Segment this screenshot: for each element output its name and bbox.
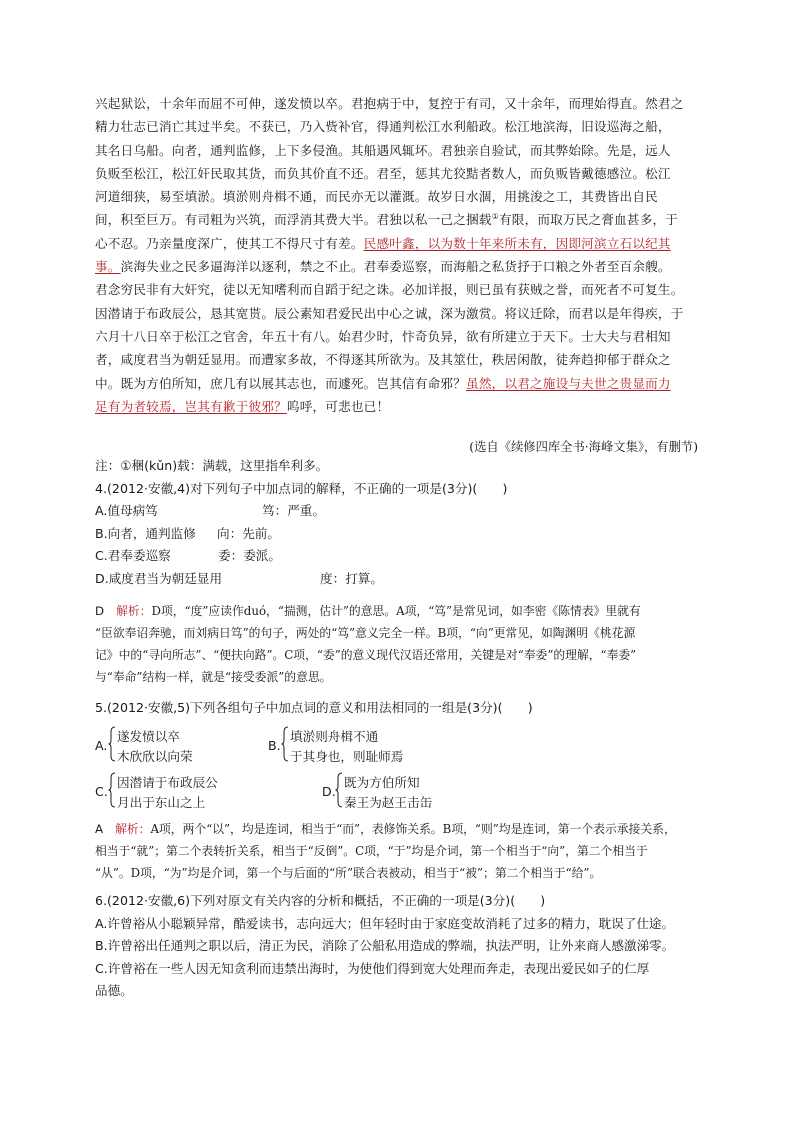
option-b: B.许曾裕出任通判之职以后，清正为民，消除了公船私用造成的弊端，执法严明，让外来商人感激涕零。 <box>95 938 675 953</box>
passage-line: 河道细狭，易至填淤。填淤则舟楫不通，而民亦无以灌溉。故岁日水涸，用挑浚之工，其费皆出自民 <box>95 189 658 205</box>
answer-line: 与“奉命”结构一样，就是“接受委派”的意思。 <box>95 670 332 684</box>
brace-icon <box>335 772 343 808</box>
option-c: C.君奉委巡察 委：委派。 <box>95 548 281 563</box>
passage-line: 事。滨海失业之民多逼海洋以逐利，禁之不止。君奉委巡察，而海船之私货抒于口粮之外者至百余艘。 <box>95 259 671 275</box>
answer-line: “臣欲奉诏奔驰，而刘病日笃”的句子，两处的“笃”意义完全一样。B项，“向”更常见，如陶渊明《桃花源 <box>95 626 636 640</box>
passage-line: 其名日乌船。向者，通判监修，上下多侵渔。其船遇风辄坏。君独亲自验试，而其弊始除。先是，远人 <box>95 142 671 158</box>
footnote: 注：①稇(kǔn)载：满载，这里指牟利多。 <box>95 458 329 473</box>
answer-letter: A <box>95 822 104 836</box>
passage-source: (选自《续修四库全书·海峰文集》，有删节) <box>469 440 698 454</box>
passage-line: 精力壮志已消亡其过半矣。不获已，乃入赀补官，得通判松江水利船政。松江地滨海，旧设巡海之船， <box>95 119 671 135</box>
answer-line: 相当于“就”；第二个表转折关系，相当于“反倒”。C项，“于”均是介词，第一个相当于“向”，第二个相当于 <box>95 844 648 858</box>
answer-line: A 解析：A项，两个“以”，均是连词，相当于“而”，表修饰关系。B项，“则”均是连词，第一个表示承接关系， <box>95 822 676 836</box>
question-5-block <box>95 697 705 720</box>
question-stem: 6.(2012·安徽,6)下列对原文有关内容的分析和概括，不正确的一项是(3分)( ) <box>95 893 546 908</box>
passage-line: 负贩至松江，松江奸民取其货，而负其价直不还。君至，惩其尤狡黠者数人，而负贩皆戴德感泣。松江 <box>95 165 671 181</box>
passage-line: 六月十八日卒于松江之官舍，年五十有八。始君少时，忭奇负异，欲有所建立于天下。士大夫与君相知 <box>95 328 671 344</box>
option-b: B.向者，通判监修 向：先前。 <box>95 525 280 541</box>
question-4-block <box>95 455 705 590</box>
option-a: A.值母病笃 笃：严重。 <box>95 503 325 518</box>
document-page: 兴起狱讼，十余年而屈不可伸，遂发愤以卒。君抱病于中，复控于有司，又十余年，而理始得直。然君之 精力壮志已消亡其过半矣。不获已，乃入赀补官，得通判松江水利船政。松江地滨海，旧设巡海之船， 其名日乌船。向者，通判监修，上下多侵渔。其船遇风辄坏。君独亲自验试，而其弊始除。先是，远人 负贩至松江，松江奸民取其货，而负其价直不还。君至，惩其尤狡黠者数人，而负贩皆戴德感泣。松江 河道细狭，易至填淤。填淤则舟楫不通，而民亦无以灌溉。故岁日水涸，用挑浚之工，其费皆出自民 间，积至巨万。有司粗为兴筑，而浮消其费大半。君独以私一己之捆载①有限，而取万民之膏血甚多，于 心不忍。乃亲量度深广，使其工不得尺寸有差。民感叶鑫，以为数十年来所未有，因即河滨立石以纪其 事。滨海失业之民多逼海洋以逐利，禁之不止。君奉委巡察，而海船之私货抒于口粮之外者至百余艘。 君念穷民非有大奸究，徒以无知嗜利而自蹈于纪之诛。必加详报，则已虽有获贼之誉，而死者不可复生。 因潜请于布政辰公，恳其宽贳。辰公素知君爱民出中心之诚，深为激赏。将议迁除，而君以是年得疾，于 六月十八日卒于松江之官舍，年五十有八。始君少时，忭奇负异，欲有所建立于天下。士大夫与君相知 者，咸度君当为朝廷显用。而遭家多故，不得逐其所欲为。及其筮仕，秩居闲散，徒奔趋抑郁于群众之 中。既为方伯所知，庶几有以展其志也，而遽死。岂其信有命邪？虽然，以君之施设与夫世之贵显而力 足有为者较焉，岂其有歉于彼邪？呜呼，可悲也已！ (选自《续修四库全书·海峰文集》，有删节) 注：①稇(kǔn)载：满载，这里指牟利多。 4.(2012·安徽,4)对下列句子中加点词的解释，不正确的一项是(3分)( ) A.值母病笃 笃：严重。 B.向者，通判监修 向：先前。 C.君奉委巡察 委：委派。 D.咸度君当为朝廷显用 度：打算。 D 解析：D项，“度”应读作duó，“揣测，估计”的意思。A项，“笃”是常见词，如李密《陈情表》里就有 “臣欲奉诏奔驰，而刘病日笃”的句子，两处的“笃”意义完全一样。B项，“向”更常见，如陶渊明《桃花源 记》中的“寻向所志”、“便扶向路”。C项，“委”的意义现代汉语还常用，关键是对“奉委”的理解，“奉委” 与“奉命”结构一样，就是“接受委派”的意思。 5.(2012·安徽,5)下列各组句子中加点词的意义和用法相同的一组是(3分)( ) A. 遂发愤以卒 木欣欣以向荣 B. 填淤则舟楫不通 于其身也，则耻师焉 C. 因潜请于布政辰公 月出于东山之上 D. 既为方伯所知 秦王为赵王击缶 A 解析：A项，两个“以”，均是连词，相当于“而”，表修饰关系。B项，“则”均是连词，第一个表示承接关系， 相当于“就”；第二个表转折关系，相当于“反倒”。C项，“于”均是介词，第一个相当于“向”，第二个相当于 “从”。D项，“为”均是介词，第一个与后面的“所”联合表被动，相当于“被”；第二个相当于“给”。 6.(2012·安徽,6)下列对原文有关内容的分析和概括，不正确的一项是(3分)( ) A.许曾裕从小聪颖异常，酷爱读书，志向远大；但年轻时由于家庭变故消耗了过多的精力，耽误了仕途。 B.许曾裕出任通判之职以后，清正为民，消除了公船私用造成的弊端，执法严明，让外来商人感激涕零。 C.许曾裕在一些人因无知贪利而违禁出海时，为使他们得到宽大处理而奔走，表现出爱民如子的仁厚 品德。 <box>0 0 794 1123</box>
answer-4 <box>95 600 705 688</box>
classical-passage <box>95 92 700 418</box>
passage-line: 足有为者较焉，岂其有歉于彼邪？呜呼，可悲也已！ <box>95 398 390 414</box>
brace-icon <box>281 726 289 762</box>
brace-icon <box>108 772 116 808</box>
answer-line: 记》中的“寻向所志”、“便扶向路”。C项，“委”的意义现代汉语还常用，关键是对“奉委”的理解，“奉委” <box>95 648 637 662</box>
analysis-label: 解析： <box>116 604 152 618</box>
passage-line: 因潜请于布政辰公，恳其宽贳。辰公素知君爱民出中心之诚，深为激赏。将议迁除，而君以是年得疾，于 <box>95 305 684 321</box>
passage-line: 者，咸度君当为朝廷显用。而遭家多故，不得逐其所欲为。及其筮仕，秩居闲散，徒奔趋抑郁于群众之 <box>95 352 671 368</box>
highlighted-sentence: 足有为者较焉，岂其有歉于彼邪？ <box>95 398 287 414</box>
question-stem: 4.(2012·安徽,4)对下列句子中加点词的解释，不正确的一项是(3分)( ) <box>95 480 508 496</box>
passage-line: 心不忍。乃亲量度深广，使其工不得尺寸有差。民感叶鑫，以为数十年来所未有，因即河滨立石以纪其 <box>95 235 671 251</box>
question-6-block <box>95 890 705 1003</box>
passage-line: 中。既为方伯所知，庶几有以展其志也，而遽死。岂其信有命邪？虽然，以君之施设与夫世之贵显而力 <box>95 375 671 391</box>
answer-5 <box>95 818 705 884</box>
highlighted-sentence: 事。 <box>95 259 121 275</box>
answer-line: “从”。D项，“为”均是介词，第一个与后面的“所”联合表被动，相当于“被”；第二个相当于“给”。 <box>95 866 602 880</box>
question-stem: 5.(2012·安徽,5)下列各组句子中加点词的意义和用法相同的一组是(3分)( ) <box>95 700 533 715</box>
brace-icon <box>108 726 116 762</box>
footnote-marker: ① <box>491 212 499 222</box>
option-d: D.咸度君当为朝廷显用 度：打算。 <box>95 570 383 586</box>
highlighted-sentence: 虽然，以君之施设与夫世之贵显而力 <box>466 375 671 391</box>
passage-line: 间，积至巨万。有司粗为兴筑，而浮消其费大半。君独以私一己之捆载①有限，而取万民之膏血甚多，于 <box>95 212 679 228</box>
option-c: C.许曾裕在一些人因无知贪利而违禁出海时，为使他们得到宽大处理而奔走，表现出爱民如子的仁厚 <box>95 960 650 976</box>
analysis-label: 解析： <box>115 822 151 836</box>
option-a: A.许曾裕从小聪颖异常，酷爱读书，志向远大；但年轻时由于家庭变故消耗了过多的精力，耽误了仕途。 <box>95 915 675 931</box>
answer-line: D 解析：D项，“度”应读作duó，“揣测，估计”的意思。A项，“笃”是常见词，如李密《陈情表》里就有 <box>95 604 641 618</box>
passage-line: 君念穷民非有大奸究，徒以无知嗜利而自蹈于纪之诛。必加详报，则已虽有获贼之誉，而死者不可复生。 <box>95 282 684 298</box>
option-c-continued: 品德。 <box>95 983 133 998</box>
passage-line: 兴起狱讼，十余年而屈不可伸，遂发愤以卒。君抱病于中，复控于有司，又十余年，而理始得直。然君之 <box>95 96 684 111</box>
highlighted-sentence: 民感叶鑫，以为数十年来所未有，因即河滨立石以纪其 <box>363 235 671 251</box>
answer-letter: D <box>95 604 105 618</box>
